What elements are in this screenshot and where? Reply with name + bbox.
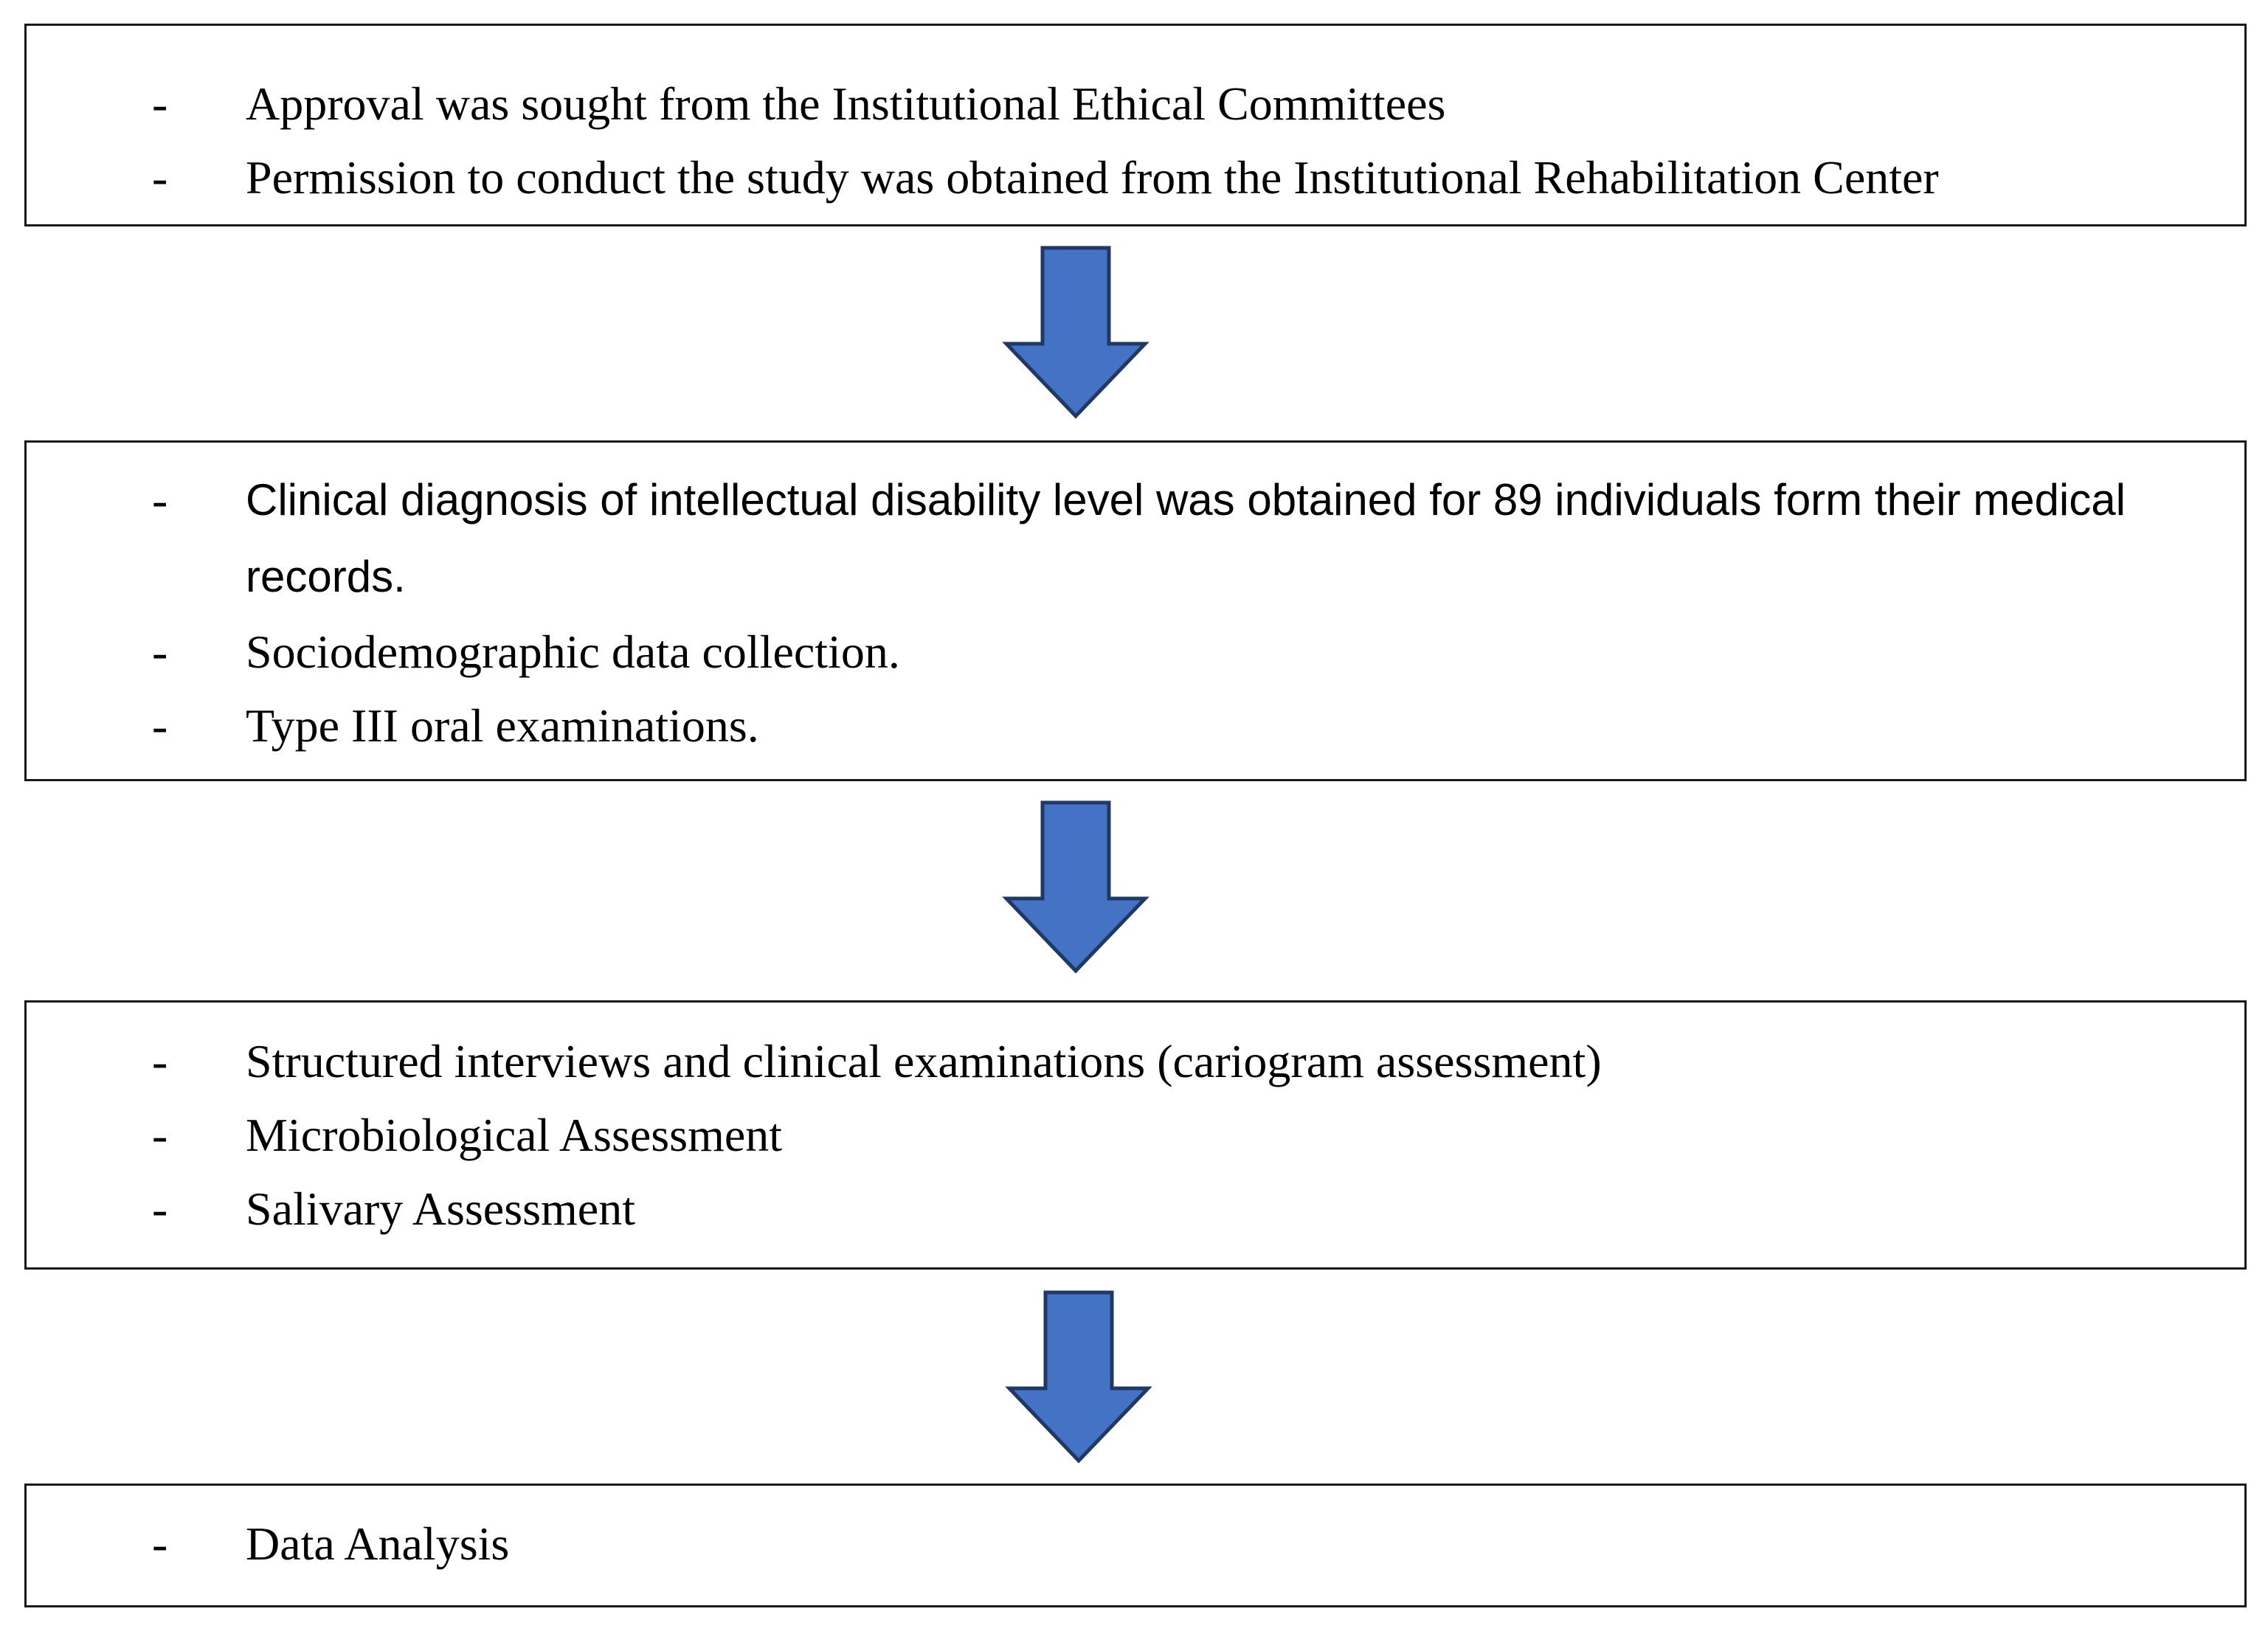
down-arrow-icon	[1002, 800, 1149, 977]
step-box-3	[24, 1000, 2247, 1270]
step-list-1	[27, 67, 2244, 215]
step-list-2	[27, 462, 2244, 763]
step-2-item-1-text: Clinical diagnosis of intellectual disability level was obtained for 89 individuals form their medical records.	[246, 475, 2126, 601]
list-item	[27, 1098, 2244, 1172]
step-4-item-1-text: Data Analysis	[246, 1517, 510, 1570]
step-2-item-3-text: Type III oral examinations.	[246, 699, 759, 752]
bullet-dash: -	[152, 699, 168, 752]
list-item	[27, 1172, 2244, 1246]
list-item	[27, 615, 2244, 689]
step-list-3	[27, 1025, 2244, 1246]
bullet-dash: -	[152, 1109, 168, 1161]
list-item	[27, 689, 2244, 763]
step-2-item-2-text: Sociodemographic data collection.	[246, 626, 900, 678]
step-3-item-3-text: Salivary Assessment	[246, 1183, 635, 1235]
step-box-4	[24, 1484, 2247, 1607]
bullet-dash: -	[152, 151, 168, 204]
list-item	[27, 462, 2244, 615]
bullet-dash: -	[152, 626, 168, 678]
step-box-2	[24, 440, 2247, 781]
step-3-item-2-text: Microbiological Assessment	[246, 1109, 783, 1161]
list-item	[27, 1507, 2244, 1581]
step-1-item-1-text: Approval was sought from the Institutional Ethical Committees	[246, 77, 1446, 130]
bullet-dash: -	[152, 1517, 168, 1570]
down-arrow-icon	[1005, 1289, 1152, 1467]
list-item	[27, 1025, 2244, 1098]
step-3-item-1-text: Structured interviews and clinical examinations (cariogram assessment)	[246, 1035, 1602, 1087]
step-box-1	[24, 24, 2247, 226]
list-item	[27, 67, 2244, 141]
step-1-item-2-text: Permission to conduct the study was obtained from the Institutional Rehabilitation Center	[246, 151, 1939, 204]
bullet-dash: -	[152, 474, 168, 526]
bullet-dash: -	[152, 77, 168, 130]
list-item	[27, 141, 2244, 215]
bullet-dash: -	[152, 1035, 168, 1087]
bullet-dash: -	[152, 1183, 168, 1235]
step-list-4	[27, 1507, 2244, 1581]
down-arrow-icon	[1002, 245, 1149, 422]
